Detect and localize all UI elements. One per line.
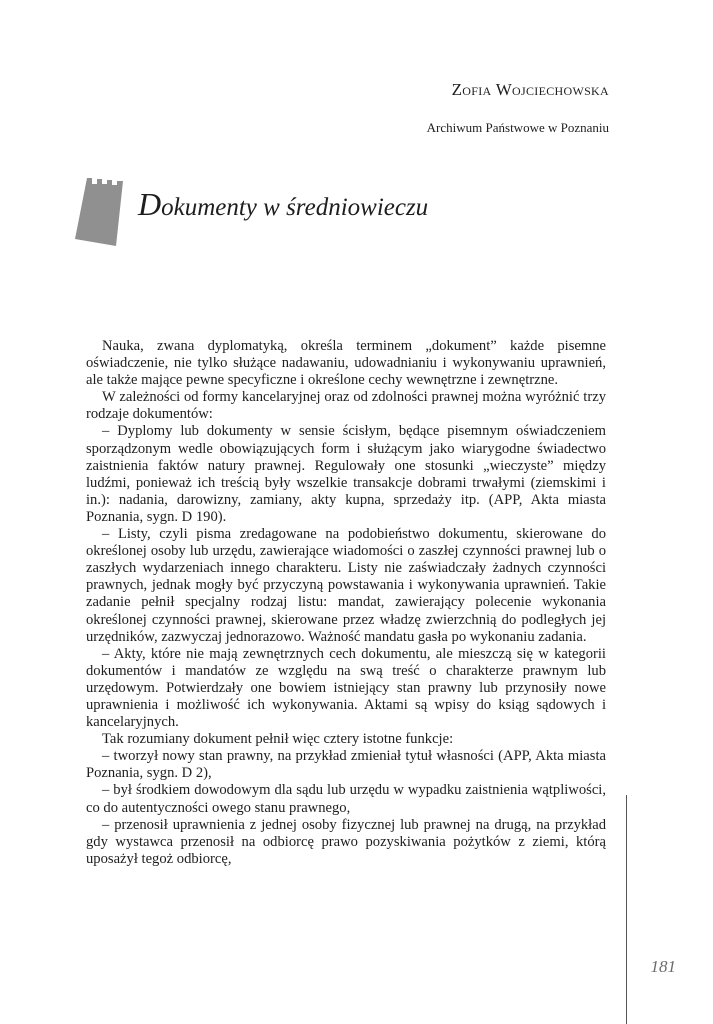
margin-rule <box>626 795 627 1024</box>
author-name: Zofia Wojciechowska <box>451 80 609 99</box>
page-number: 181 <box>650 957 676 976</box>
paragraph: – Listy, czyli pisma zredagowane na podobieństwo dokumentu, skierowane do określonej osoby lub urzędu, zawierające wiadomości o zaszłej czynności prawnej lub o zaszłych wydarzeniach innego charakteru. Listy nie zaświadczały żadnych czynności prawnych, jednak mogły być przyczyną powstawania i wykonywania uprawnień. Takie zadanie pełnił specjalny rodzaj listu: mandat, zawierający polecenie wykonania określonej czynności prawnej, skierowane przez władzę zwierzchnią do podległych jej urzędników, zazwyczaj jednorazowo. Ważność mandatu gasła po wykonaniu zadania. <box>86 526 606 645</box>
author-affiliation: Archiwum Państwowe w Poznaniu <box>426 120 609 135</box>
paragraph: – przenosił uprawnienia z jednej osoby fizycznej lub prawnej na drugą, na przykład gdy wystawca przenosił na odbiorcę prawo pozyskiwania pożytków z ziemi, którą uposażył tegoż odbiorcę, <box>86 816 606 867</box>
paragraph: – tworzył nowy stan prawny, na przykład zmieniał tytuł własności (APP, Akta miasta Poznania, sygn. D 2), <box>86 748 606 782</box>
paragraph: Nauka, zwana dyplomatyką, określa terminem „dokument” każde pisemne oświadczenie, nie tylko służące nadawaniu, udowadnianiu i wykonywaniu uprawnień, ale także mające pewne specyficzne i określone cechy wewnętrzne i zewnętrzne. <box>86 338 606 389</box>
paragraph: – Akty, które nie mają zewnętrznych cech dokumentu, ale mieszczą się w kategorii dokumentów i mandatów ze względu na swą treść o charakterze prawnym lub urzędowym. Potwierdzały one bowiem istniejący stan prawny lub przynosiły nowe uprawnienia i możliwość ich wykonywania. Aktami są wpisy do ksiąg sądowych i kancelaryjnych. <box>86 645 606 731</box>
paragraph: – był środkiem dowodowym dla sądu lub urzędu w wypadku zaistnienia wątpliwości, co do autentyczności owego stanu prawnego, <box>86 782 606 816</box>
tower-icon <box>75 178 123 246</box>
article-title <box>138 186 428 223</box>
title-initial: D <box>138 186 162 222</box>
article-body <box>86 338 606 868</box>
title-rest: okumenty w średniowieczu <box>161 194 429 221</box>
paragraph: Tak rozumiany dokument pełnił więc cztery istotne funkcje: <box>102 731 454 748</box>
paragraph: W zależności od formy kancelaryjnej oraz od zdolności prawnej można wyróżnić trzy rodzaje dokumentów: <box>86 389 606 423</box>
paragraph: – Dyplomy lub dokumenty w sensie ścisłym, będące pisemnym oświadczeniem sporządzonym wedle obowiązujących form i służącym jako wiarygodne świadectwo zaistnienia faktów natury prawnej. Regulowały one stosunki „wieczyste” między ludźmi, ponieważ ich treścią były wszelkie transakcje dobrami trwałymi (ziemskimi i in.): nadania, darowizny, zamiany, akty kupna, sprzedaży itp. (APP, Akta miasta Poznania, sygn. D 190). <box>86 423 606 525</box>
